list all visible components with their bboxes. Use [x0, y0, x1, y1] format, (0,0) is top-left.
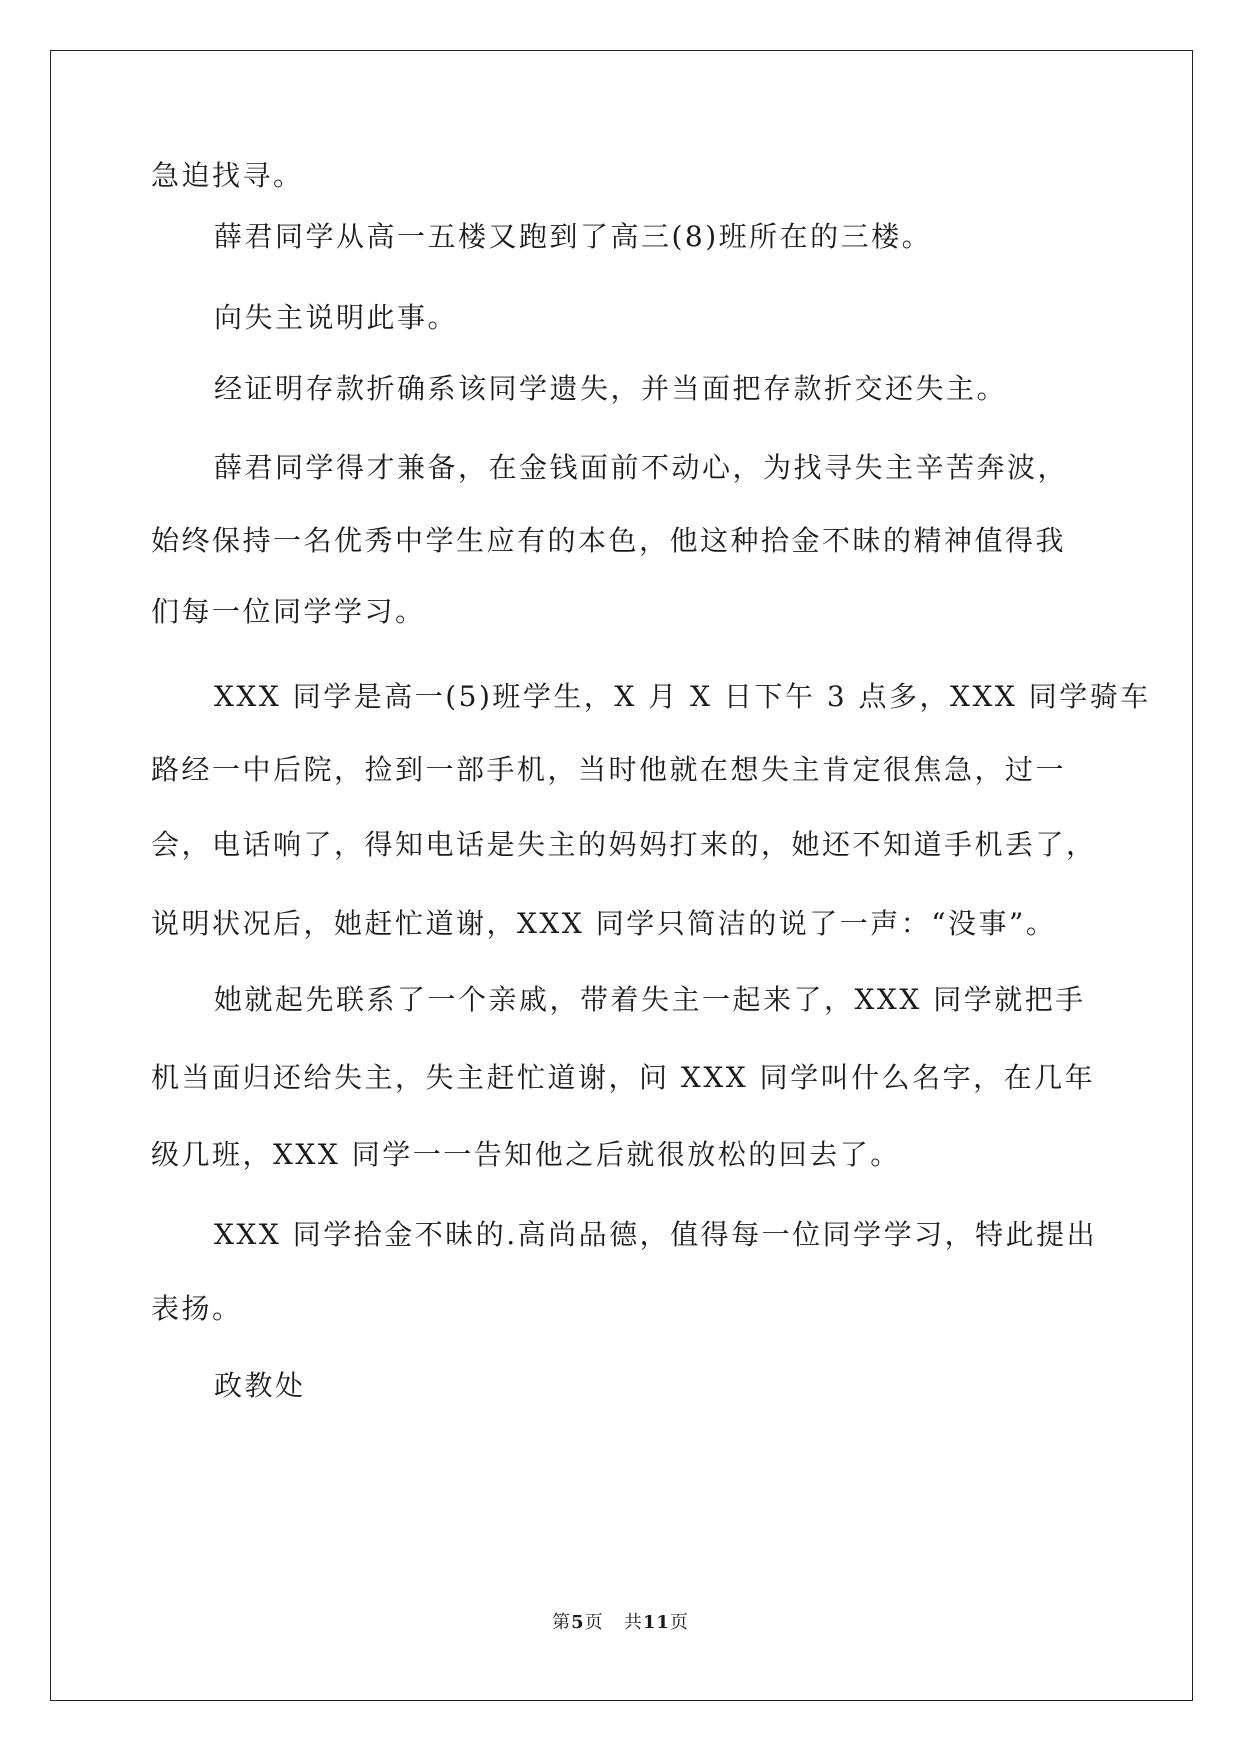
- text-line: 急迫找寻。: [151, 159, 304, 192]
- signature-line: 政教处: [214, 1369, 306, 1402]
- text-line: 机当面归还给失主，失主赶忙道谢，问 XXX 同学叫什么名字，在几年: [151, 1061, 1096, 1094]
- footer-total-suffix: 页: [669, 1612, 689, 1633]
- text-line: XXX 同学是高一(5)班学生，X 月 X 日下午 3 点多，XXX 同学骑车: [214, 680, 1151, 713]
- text-line: 表扬。: [151, 1292, 243, 1325]
- text-line: 她就起先联系了一个亲戚，带着失主一起来了，XXX 同学就把手: [214, 983, 1086, 1016]
- page-footer: [0, 1608, 1241, 1634]
- text-line: 薛君同学得才兼备，在金钱面前不动心，为找寻失主辛苦奔波，: [214, 451, 1069, 484]
- text-line: 级几班，XXX 同学一一告知他之后就很放松的回去了。: [151, 1138, 901, 1171]
- text-line: 们每一位同学学习。: [151, 595, 426, 628]
- footer-total-prefix: 共: [623, 1612, 643, 1633]
- text-line: 会，电话响了，得知电话是失主的妈妈打来的，她还不知道手机丢了，: [151, 828, 1097, 861]
- text-line: 路经一中后院，捡到一部手机，当时他就在想失主肯定很焦急，过一: [151, 753, 1067, 786]
- text-line: 经证明存款折确系该同学遗失，并当面把存款折交还失主。: [214, 372, 1008, 405]
- text-line: 向失主说明此事。: [214, 301, 459, 334]
- current-page-number: 5: [571, 1612, 585, 1633]
- text-line: XXX 同学拾金不昧的.高尚品德，值得每一位同学学习，特此提出: [214, 1218, 1098, 1251]
- footer-prefix: 第: [552, 1612, 572, 1633]
- total-page-count: 11: [642, 1612, 670, 1633]
- text-line: 说明状况后，她赶忙道谢，XXX 同学只简洁的说了一声：“没事”。: [151, 907, 1057, 940]
- footer-page-word: 页: [584, 1612, 604, 1633]
- text-line: 始终保持一名优秀中学生应有的本色，他这种拾金不昧的精神值得我: [151, 524, 1067, 557]
- text-line: 薛君同学从高一五楼又跑到了高三(8)班所在的三楼。: [214, 220, 933, 253]
